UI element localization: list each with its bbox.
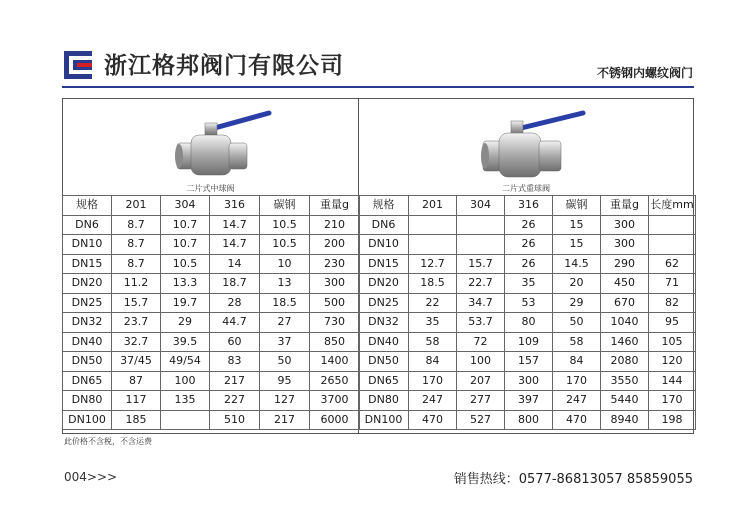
value-cell: 5440 [601,391,649,411]
table-row [359,332,696,352]
value-cell: 850 [310,332,360,352]
value-cell: 300 [310,274,360,294]
value-cell: 62 [649,254,696,274]
value-cell [409,235,457,255]
value-cell: 8.7 [112,235,161,255]
size-cell: DN40 [359,332,409,352]
value-cell: 8940 [601,410,649,430]
value-cell: 10.5 [260,215,310,235]
value-cell: 11.2 [112,274,161,294]
value-cell: 20 [553,274,601,294]
column-header: 201 [112,196,161,216]
value-cell [649,235,696,255]
value-cell: 15.7 [112,293,161,313]
value-cell: 8.7 [112,254,161,274]
value-cell: 19.7 [161,293,210,313]
value-cell: 2650 [310,371,360,391]
column-header: 碳钢 [260,196,310,216]
table-row [63,293,360,313]
value-cell [457,215,505,235]
value-cell: 84 [409,352,457,372]
value-cell: 300 [505,371,553,391]
size-cell: DN100 [63,410,112,430]
table-row [359,293,696,313]
table-header-row [359,196,696,216]
value-cell: 95 [260,371,310,391]
size-cell: DN50 [359,352,409,372]
size-cell: DN80 [63,391,112,411]
value-cell: 53 [505,293,553,313]
company-logo-icon [64,51,92,79]
value-cell: 29 [553,293,601,313]
left-product-panel [63,99,358,195]
ball-valve-icon [165,107,277,179]
value-cell: 170 [553,371,601,391]
value-cell: 10.7 [161,215,210,235]
value-cell: 100 [457,352,505,372]
value-cell [409,215,457,235]
value-cell: 3550 [601,371,649,391]
value-cell: 18.5 [260,293,310,313]
value-cell [457,235,505,255]
value-cell: 49/54 [161,352,210,372]
value-cell: 13 [260,274,310,294]
value-cell: 15 [553,235,601,255]
value-cell: 84 [553,352,601,372]
value-cell: 60 [210,332,260,352]
value-cell: 27 [260,313,310,333]
value-cell: 117 [112,391,161,411]
table-row [63,410,360,430]
value-cell: 34.7 [457,293,505,313]
right-product-panel [359,99,693,195]
value-cell: 200 [310,235,360,255]
value-cell: 300 [601,235,649,255]
value-cell: 95 [649,313,696,333]
value-cell: 185 [112,410,161,430]
value-cell: 14 [210,254,260,274]
right-product-caption: 二片式重球阀 [502,184,550,193]
value-cell: 397 [505,391,553,411]
value-cell: 83 [210,352,260,372]
value-cell: 470 [553,410,601,430]
value-cell: 247 [409,391,457,411]
value-cell: 37 [260,332,310,352]
value-cell: 247 [553,391,601,411]
table-row [63,352,360,372]
value-cell: 58 [553,332,601,352]
value-cell: 37/45 [112,352,161,372]
value-cell: 15.7 [457,254,505,274]
table-row [359,313,696,333]
value-cell: 10.5 [161,254,210,274]
size-cell: DN6 [359,215,409,235]
value-cell: 3700 [310,391,360,411]
value-cell: 26 [505,215,553,235]
value-cell: 18.7 [210,274,260,294]
column-header: 201 [409,196,457,216]
table-row [63,332,360,352]
value-cell: 82 [649,293,696,313]
table-row [63,274,360,294]
value-cell: 6000 [310,410,360,430]
page-number: 004>>> [64,470,118,484]
table-row [359,352,696,372]
table-row [63,215,360,235]
column-header: 304 [161,196,210,216]
value-cell: 72 [457,332,505,352]
price-table [62,98,694,434]
value-cell: 14.7 [210,235,260,255]
value-cell: 170 [409,371,457,391]
value-cell: 26 [505,235,553,255]
size-cell: DN10 [63,235,112,255]
value-cell: 14.5 [553,254,601,274]
value-cell: 127 [260,391,310,411]
value-cell: 120 [649,352,696,372]
value-cell: 71 [649,274,696,294]
value-cell: 800 [505,410,553,430]
price-note: 此价格不含税，不含运费 [64,437,152,446]
ball-valve-icon [477,107,589,179]
table-row [63,391,360,411]
value-cell: 58 [409,332,457,352]
value-cell: 26 [505,254,553,274]
catalog-title: 不锈钢内螺纹阀门 [596,66,693,80]
value-cell: 290 [601,254,649,274]
size-cell: DN32 [359,313,409,333]
table-row [359,254,696,274]
value-cell: 230 [310,254,360,274]
size-cell: DN15 [63,254,112,274]
value-cell: 227 [210,391,260,411]
size-cell: DN80 [359,391,409,411]
size-cell: DN10 [359,235,409,255]
value-cell: 730 [310,313,360,333]
column-header: 316 [505,196,553,216]
column-header: 重量g [601,196,649,216]
value-cell: 35 [409,313,457,333]
value-cell [161,410,210,430]
value-cell: 50 [260,352,310,372]
value-cell: 157 [505,352,553,372]
company-name: 浙江格邦阀门有限公司 [104,53,344,79]
table-row [63,235,360,255]
value-cell: 470 [409,410,457,430]
value-cell: 50 [553,313,601,333]
table-row [359,391,696,411]
size-cell: DN100 [359,410,409,430]
value-cell: 8.7 [112,215,161,235]
column-header: 长度mm [649,196,696,216]
value-cell: 15 [553,215,601,235]
table-header-row [63,196,360,216]
value-cell: 10.5 [260,235,310,255]
sales-hotline: 销售热线：0577-86813057 85859055 [453,472,693,487]
value-cell: 100 [161,371,210,391]
table-row [359,274,696,294]
value-cell: 135 [161,391,210,411]
table-row [359,410,696,430]
size-cell: DN25 [63,293,112,313]
size-cell: DN20 [359,274,409,294]
value-cell: 28 [210,293,260,313]
value-cell: 32.7 [112,332,161,352]
table-row [359,215,696,235]
table-row [359,235,696,255]
value-cell: 1460 [601,332,649,352]
table-row [63,371,360,391]
header-rule [62,86,694,88]
value-cell: 207 [457,371,505,391]
value-cell: 14.7 [210,215,260,235]
value-cell: 217 [260,410,310,430]
size-cell: DN6 [63,215,112,235]
size-cell: DN40 [63,332,112,352]
value-cell: 22 [409,293,457,313]
value-cell: 210 [310,215,360,235]
table-row [359,371,696,391]
size-cell: DN15 [359,254,409,274]
column-header: 重量g [310,196,360,216]
left-product-caption: 二片式中球阀 [186,184,235,193]
value-cell: 198 [649,410,696,430]
size-cell: DN32 [63,313,112,333]
value-cell: 300 [601,215,649,235]
value-cell: 18.5 [409,274,457,294]
size-cell: DN50 [63,352,112,372]
value-cell: 527 [457,410,505,430]
column-header: 规格 [359,196,409,216]
value-cell: 277 [457,391,505,411]
value-cell: 2080 [601,352,649,372]
value-cell: 10.7 [161,235,210,255]
value-cell: 105 [649,332,696,352]
column-header: 316 [210,196,260,216]
value-cell: 29 [161,313,210,333]
value-cell: 510 [210,410,260,430]
value-cell: 87 [112,371,161,391]
left-price-grid [62,195,360,430]
size-cell: DN65 [359,371,409,391]
value-cell: 53.7 [457,313,505,333]
size-cell: DN65 [63,371,112,391]
value-cell: 44.7 [210,313,260,333]
value-cell: 500 [310,293,360,313]
value-cell: 170 [649,391,696,411]
value-cell: 80 [505,313,553,333]
value-cell: 109 [505,332,553,352]
column-header: 碳钢 [553,196,601,216]
value-cell: 12.7 [409,254,457,274]
column-header: 304 [457,196,505,216]
value-cell: 39.5 [161,332,210,352]
value-cell: 22.7 [457,274,505,294]
value-cell: 35 [505,274,553,294]
value-cell: 450 [601,274,649,294]
value-cell [649,215,696,235]
value-cell: 10 [260,254,310,274]
column-header: 规格 [63,196,112,216]
value-cell: 217 [210,371,260,391]
table-row [63,313,360,333]
right-price-grid [358,195,696,430]
value-cell: 670 [601,293,649,313]
table-row [63,254,360,274]
value-cell: 1400 [310,352,360,372]
size-cell: DN20 [63,274,112,294]
value-cell: 1040 [601,313,649,333]
value-cell: 23.7 [112,313,161,333]
value-cell: 13.3 [161,274,210,294]
value-cell: 144 [649,371,696,391]
size-cell: DN25 [359,293,409,313]
